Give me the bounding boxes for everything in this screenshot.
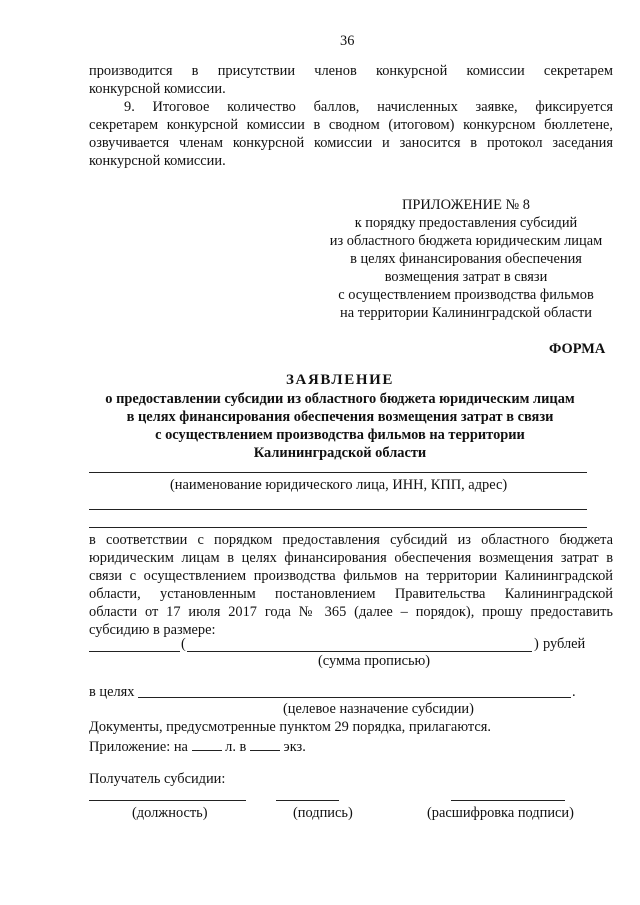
body-line: в соответствии с порядком предоставления субсидий из областного бюджета — [89, 532, 613, 548]
body-line: связи с осуществлением производства фильмов на территории Калининградской — [89, 568, 613, 584]
appendix-line: из областного бюджета юридическим лицам — [329, 233, 603, 249]
item-9-line-3: озвучивается членам конкурсной комиссии и заносится в протокол заседания — [89, 135, 613, 151]
signature-decoding-field[interactable] — [451, 800, 565, 801]
rubles-label: рублей — [543, 636, 586, 652]
sum-caption: (сумма прописью) — [318, 653, 431, 669]
intro-line-1: производится в присутствии членов конкурсной комиссии секретарем — [89, 63, 613, 79]
statement-subtitle-line: о предоставлении субсидии из областного бюджета юридическим лицам — [105, 391, 575, 407]
appendix-line: в целях финансирования обеспечения — [350, 251, 582, 267]
purpose-period: . — [572, 684, 576, 700]
appendix-line: на территории Калининградской области — [340, 305, 592, 321]
page-number: 36 — [340, 33, 355, 49]
attachment-middle: л. в — [225, 739, 247, 755]
org-name-caption: (наименование юридического лица, ИНН, КПП, адрес) — [170, 477, 508, 493]
close-paren: ) — [534, 636, 539, 652]
documents-text: Документы, предусмотренные пунктом 29 порядка, прилагаются. — [89, 719, 491, 735]
position-field[interactable] — [89, 800, 246, 801]
body-last-line: субсидию в размере: — [89, 622, 216, 638]
decoding-caption: (расшифровка подписи) — [427, 805, 574, 821]
statement-title: ЗАЯВЛЕНИЕ — [286, 372, 394, 388]
signature-field[interactable] — [276, 800, 339, 801]
attachment-prefix: Приложение: на — [89, 739, 188, 755]
statement-subtitle-line: с осуществлением производства фильмов на территории — [155, 427, 525, 443]
signature-caption: (подпись) — [293, 805, 353, 821]
purpose-field[interactable] — [138, 697, 571, 698]
open-paren: ( — [181, 636, 186, 652]
item-9-line-2: секретарем конкурсной комиссии в сводном (итоговом) конкурсном бюллетене, — [89, 117, 613, 133]
org-name-field-3[interactable] — [89, 527, 587, 528]
org-name-field-2[interactable] — [89, 509, 587, 510]
body-line: области, установленным постановлением Правительства Калининградской — [89, 586, 613, 602]
org-name-field[interactable] — [89, 472, 587, 473]
attachment-suffix: экз. — [283, 739, 306, 755]
form-label: ФОРМА — [549, 341, 606, 357]
statement-subtitle-line: Калининградской области — [253, 445, 427, 461]
body-line: юридическим лицам в целях финансирования обеспечения возмещения затрат в — [89, 550, 613, 566]
appendix-line: с осуществлением производства фильмов — [338, 287, 594, 303]
attachment-copies-field[interactable] — [250, 738, 280, 751]
purpose-prefix: в целях — [89, 684, 135, 700]
recipient-label: Получатель субсидии: — [89, 771, 226, 787]
statement-subtitle-line: в целях финансирования обеспечения возмещения затрат в связи — [126, 409, 554, 425]
appendix-line: возмещения затрат в связи — [384, 269, 548, 285]
appendix-title: ПРИЛОЖЕНИЕ № 8 — [402, 197, 530, 213]
item-9-line-1: 9. Итоговое количество баллов, начисленных заявке, фиксируется — [124, 99, 613, 115]
sum-words-field[interactable] — [187, 651, 532, 652]
intro-line-2: конкурсной комиссии. — [89, 81, 226, 97]
item-9-line-4: конкурсной комиссии. — [89, 153, 226, 169]
attachment-sheets-field[interactable] — [192, 738, 222, 751]
purpose-caption: (целевое назначение субсидии) — [283, 701, 474, 717]
position-caption: (должность) — [132, 805, 208, 821]
body-line: области от 17 июля 2017 года № 365 (далее – порядок), прошу предоставить — [89, 604, 613, 620]
attachment-line — [89, 738, 306, 754]
sum-number-field[interactable] — [89, 651, 180, 652]
appendix-line: к порядку предоставления субсидий — [354, 215, 578, 231]
